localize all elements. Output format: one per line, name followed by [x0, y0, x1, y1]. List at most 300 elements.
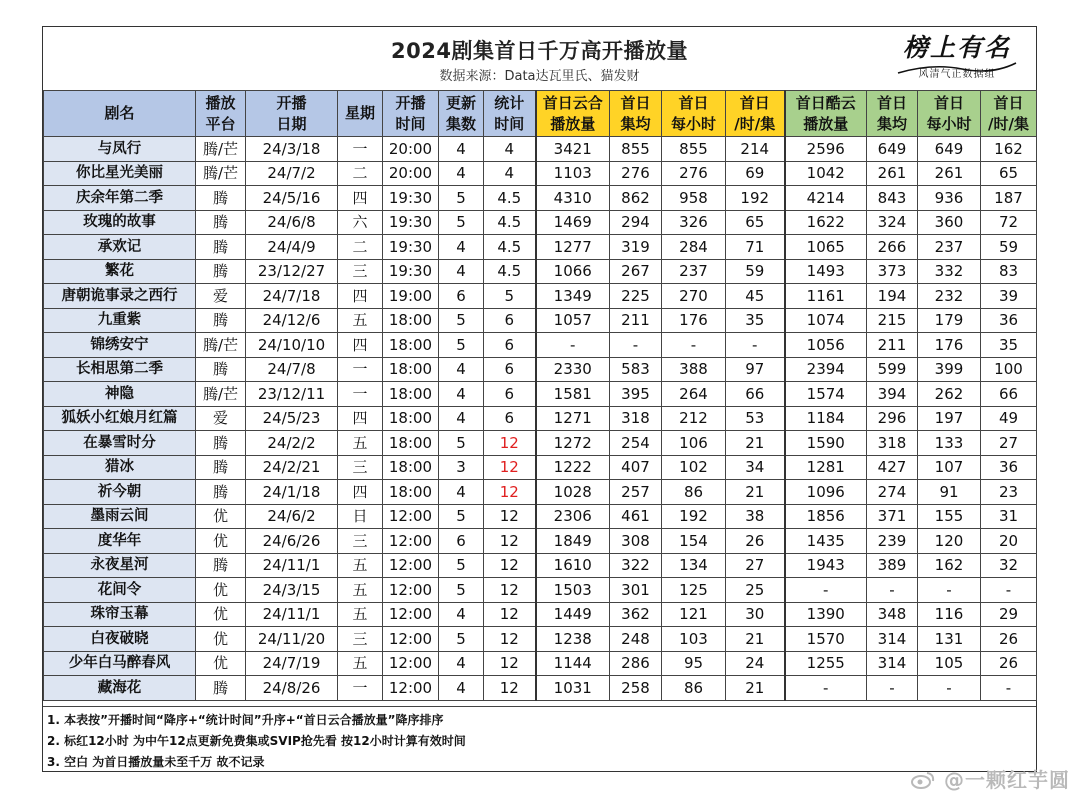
- table-cell: 1074: [785, 308, 867, 333]
- table-cell: 1849: [536, 529, 610, 554]
- brand-logo: [892, 33, 1022, 87]
- column-header: 开播 日期: [246, 91, 338, 137]
- table-cell: 2306: [536, 504, 610, 529]
- table-cell: 腾/芒: [196, 161, 246, 186]
- table-cell: 腾: [196, 676, 246, 701]
- column-header: 首日云合 播放量: [536, 91, 610, 137]
- table-cell: -: [785, 676, 867, 701]
- table-cell: 21: [726, 676, 785, 701]
- table-cell: 爱: [196, 406, 246, 431]
- table-cell: 407: [610, 455, 662, 480]
- table-cell: 59: [981, 235, 1037, 260]
- table-cell: 1042: [785, 161, 867, 186]
- table-cell: 6: [484, 357, 536, 382]
- table-cell: 腾: [196, 357, 246, 382]
- table-cell: 12: [484, 553, 536, 578]
- table-cell: 225: [610, 284, 662, 309]
- table-cell: 267: [610, 259, 662, 284]
- table-cell: 215: [867, 308, 918, 333]
- table-cell: 29: [981, 602, 1037, 627]
- table-cell: 腾: [196, 480, 246, 505]
- table-cell: 20:00: [383, 137, 439, 162]
- table-cell: 23/12/11: [246, 382, 338, 407]
- table-cell: 5: [439, 186, 484, 211]
- table-cell: 4: [484, 137, 536, 162]
- table-cell: 107: [918, 455, 981, 480]
- table-cell: 97: [726, 357, 785, 382]
- table-cell: 18:00: [383, 406, 439, 431]
- table-cell: 优: [196, 578, 246, 603]
- table-row: [44, 382, 1037, 407]
- table-cell: 35: [726, 308, 785, 333]
- table-cell: 腾: [196, 186, 246, 211]
- table-cell: 24/6/26: [246, 529, 338, 554]
- table-cell: 12:00: [383, 651, 439, 676]
- table-cell: 5: [439, 578, 484, 603]
- table-row: [44, 480, 1037, 505]
- table-row: [44, 602, 1037, 627]
- table-cell: 254: [610, 431, 662, 456]
- table-cell: 1349: [536, 284, 610, 309]
- table-cell: 4.5: [484, 235, 536, 260]
- table-cell: 12: [484, 578, 536, 603]
- table-cell: 三: [338, 627, 383, 652]
- table-cell: 三: [338, 455, 383, 480]
- table-cell: 100: [981, 357, 1037, 382]
- column-header: 播放 平台: [196, 91, 246, 137]
- table-cell: 18:00: [383, 431, 439, 456]
- drama-name-cell: 白夜破晓: [44, 627, 196, 652]
- table-row: [44, 529, 1037, 554]
- table-row: [44, 259, 1037, 284]
- table-cell: 12:00: [383, 627, 439, 652]
- table-cell: 176: [918, 333, 981, 358]
- data-source: 数据来源：Data达瓦里氏、猫发财: [439, 69, 640, 84]
- table-cell: 1281: [785, 455, 867, 480]
- table-cell: 12:00: [383, 553, 439, 578]
- table-cell: 24/1/18: [246, 480, 338, 505]
- table-cell: 394: [867, 382, 918, 407]
- table-row: [44, 578, 1037, 603]
- table-cell: 318: [867, 431, 918, 456]
- table-cell: 1066: [536, 259, 610, 284]
- table-cell: 212: [662, 406, 726, 431]
- table-cell: 284: [662, 235, 726, 260]
- table-cell: 296: [867, 406, 918, 431]
- table-cell: 1856: [785, 504, 867, 529]
- table-cell: 1390: [785, 602, 867, 627]
- column-header: 首日 集均: [867, 91, 918, 137]
- table-cell: 优: [196, 627, 246, 652]
- table-cell: 腾/芒: [196, 333, 246, 358]
- drama-name-cell: 墨雨云间: [44, 504, 196, 529]
- table-cell: 192: [662, 504, 726, 529]
- table-cell: -: [918, 676, 981, 701]
- table-cell: 1943: [785, 553, 867, 578]
- table-cell: -: [867, 578, 918, 603]
- drama-name-cell: 在暴雪时分: [44, 431, 196, 456]
- table-cell: 6: [439, 529, 484, 554]
- table-cell: 237: [918, 235, 981, 260]
- table-cell: 12:00: [383, 504, 439, 529]
- table-cell: 四: [338, 333, 383, 358]
- table-cell: 319: [610, 235, 662, 260]
- table-cell: -: [726, 333, 785, 358]
- table-cell: 4: [439, 602, 484, 627]
- table-row: [44, 333, 1037, 358]
- table-cell: 优: [196, 529, 246, 554]
- table-cell: 12: [484, 651, 536, 676]
- table-cell: 362: [610, 602, 662, 627]
- table-cell: 24/7/8: [246, 357, 338, 382]
- table-cell: 116: [918, 602, 981, 627]
- table-cell: 86: [662, 480, 726, 505]
- table-cell: 24/7/18: [246, 284, 338, 309]
- table-cell: 211: [867, 333, 918, 358]
- table-cell: 6: [439, 284, 484, 309]
- table-cell: 4: [439, 161, 484, 186]
- drama-name-cell: 狐妖小红娘月红篇: [44, 406, 196, 431]
- table-cell: 461: [610, 504, 662, 529]
- table-cell: 1056: [785, 333, 867, 358]
- table-cell: 一: [338, 676, 383, 701]
- table-cell: 274: [867, 480, 918, 505]
- table-cell: 1031: [536, 676, 610, 701]
- table-cell: 12: [484, 455, 536, 480]
- table-cell: -: [918, 578, 981, 603]
- table-cell: 49: [981, 406, 1037, 431]
- table-cell: 12: [484, 529, 536, 554]
- table-cell: 314: [867, 651, 918, 676]
- column-header: 首日 每小时: [662, 91, 726, 137]
- table-cell: 4: [484, 161, 536, 186]
- table-cell: 19:30: [383, 235, 439, 260]
- table-cell: 276: [610, 161, 662, 186]
- table-cell: 121: [662, 602, 726, 627]
- table-cell: 18:00: [383, 455, 439, 480]
- table-cell: 855: [662, 137, 726, 162]
- table-row: [44, 676, 1037, 701]
- logo-subtitle: 风清气正数据组: [918, 69, 996, 80]
- column-header: 剧名: [44, 91, 196, 137]
- table-cell: 95: [662, 651, 726, 676]
- table-cell: 24/3/18: [246, 137, 338, 162]
- table-row: [44, 406, 1037, 431]
- table-cell: 20:00: [383, 161, 439, 186]
- table-cell: 261: [867, 161, 918, 186]
- table-cell: 294: [610, 210, 662, 235]
- table-cell: 21: [726, 627, 785, 652]
- table-cell: 326: [662, 210, 726, 235]
- table-row: [44, 235, 1037, 260]
- table-cell: 五: [338, 308, 383, 333]
- table-cell: 395: [610, 382, 662, 407]
- table-cell: 83: [981, 259, 1037, 284]
- table-cell: 1103: [536, 161, 610, 186]
- table-cell: 106: [662, 431, 726, 456]
- table-cell: 1590: [785, 431, 867, 456]
- table-cell: 179: [918, 308, 981, 333]
- table-header-row: [44, 91, 1037, 137]
- table-row: [44, 137, 1037, 162]
- drama-name-cell: 祈今朝: [44, 480, 196, 505]
- table-cell: 1057: [536, 308, 610, 333]
- weibo-icon: [910, 770, 936, 790]
- table-row: [44, 651, 1037, 676]
- table-cell: 192: [726, 186, 785, 211]
- table-cell: 优: [196, 504, 246, 529]
- table-cell: 26: [981, 627, 1037, 652]
- table-cell: 5: [439, 210, 484, 235]
- table-cell: 一: [338, 382, 383, 407]
- table-cell: 27: [726, 553, 785, 578]
- table-cell: 6: [484, 406, 536, 431]
- table-cell: 18:00: [383, 357, 439, 382]
- table-cell: 20: [981, 529, 1037, 554]
- table-cell: 1570: [785, 627, 867, 652]
- table-cell: 6: [484, 382, 536, 407]
- table-cell: 276: [662, 161, 726, 186]
- table-cell: 24/7/2: [246, 161, 338, 186]
- footnote: 1. 本表按”开播时间“降序+“统计时间”升序+“首日云合播放量”降序排序: [47, 713, 444, 727]
- table-cell: 4: [439, 235, 484, 260]
- table-cell: 五: [338, 553, 383, 578]
- table-cell: 427: [867, 455, 918, 480]
- table-cell: 65: [726, 210, 785, 235]
- table-cell: 二: [338, 161, 383, 186]
- table-cell: 24/8/26: [246, 676, 338, 701]
- footnote: 3. 空白 为首日播放量未至千万 故不记录: [47, 755, 265, 769]
- table-cell: 1161: [785, 284, 867, 309]
- table-cell: 1503: [536, 578, 610, 603]
- table-cell: 4: [439, 651, 484, 676]
- table-cell: 4.5: [484, 259, 536, 284]
- column-header: 开播 时间: [383, 91, 439, 137]
- table-cell: 388: [662, 357, 726, 382]
- table-sheet: [42, 26, 1037, 772]
- table-cell: 38: [726, 504, 785, 529]
- table-cell: 936: [918, 186, 981, 211]
- table-cell: 239: [867, 529, 918, 554]
- table-cell: 194: [867, 284, 918, 309]
- table-cell: 4: [439, 480, 484, 505]
- table-cell: 三: [338, 529, 383, 554]
- table-cell: 843: [867, 186, 918, 211]
- table-cell: 1222: [536, 455, 610, 480]
- table-cell: 24/4/9: [246, 235, 338, 260]
- table-row: [44, 504, 1037, 529]
- table-cell: 1449: [536, 602, 610, 627]
- table-row: [44, 308, 1037, 333]
- table-cell: 35: [981, 333, 1037, 358]
- table-cell: 120: [918, 529, 981, 554]
- table-cell: 23/12/27: [246, 259, 338, 284]
- ratings-table: [43, 90, 1037, 701]
- table-cell: 26: [981, 651, 1037, 676]
- table-cell: 12:00: [383, 578, 439, 603]
- table-cell: 24/5/23: [246, 406, 338, 431]
- table-cell: 4: [439, 382, 484, 407]
- table-cell: 1271: [536, 406, 610, 431]
- drama-name-cell: 玫瑰的故事: [44, 210, 196, 235]
- table-cell: 1272: [536, 431, 610, 456]
- table-cell: 322: [610, 553, 662, 578]
- table-cell: 91: [918, 480, 981, 505]
- drama-name-cell: 承欢记: [44, 235, 196, 260]
- table-cell: 105: [918, 651, 981, 676]
- table-cell: 5: [439, 553, 484, 578]
- table-cell: 1096: [785, 480, 867, 505]
- table-cell: 324: [867, 210, 918, 235]
- table-cell: 5: [439, 308, 484, 333]
- table-cell: 24: [726, 651, 785, 676]
- table-body: [44, 137, 1037, 701]
- table-cell: 18:00: [383, 308, 439, 333]
- table-cell: 649: [867, 137, 918, 162]
- table-cell: 348: [867, 602, 918, 627]
- column-header: 首日 /时/集: [726, 91, 785, 137]
- table-cell: 2596: [785, 137, 867, 162]
- table-cell: 4: [439, 676, 484, 701]
- table-cell: -: [981, 676, 1037, 701]
- drama-name-cell: 长相思第二季: [44, 357, 196, 382]
- table-cell: 332: [918, 259, 981, 284]
- table-cell: 1581: [536, 382, 610, 407]
- table-cell: 21: [726, 480, 785, 505]
- table-cell: 19:30: [383, 210, 439, 235]
- table-cell: 211: [610, 308, 662, 333]
- table-cell: 102: [662, 455, 726, 480]
- table-cell: 一: [338, 137, 383, 162]
- column-header: 首日 每小时: [918, 91, 981, 137]
- table-cell: 266: [867, 235, 918, 260]
- column-header: 统计 时间: [484, 91, 536, 137]
- table-cell: 24/12/6: [246, 308, 338, 333]
- table-cell: 24/11/1: [246, 553, 338, 578]
- table-cell: 30: [726, 602, 785, 627]
- table-cell: 4.5: [484, 210, 536, 235]
- table-cell: 86: [662, 676, 726, 701]
- table-cell: 262: [918, 382, 981, 407]
- table-cell: 69: [726, 161, 785, 186]
- table-cell: 162: [981, 137, 1037, 162]
- table-row: [44, 161, 1037, 186]
- table-cell: -: [785, 578, 867, 603]
- table-cell: 腾: [196, 455, 246, 480]
- table-cell: -: [981, 578, 1037, 603]
- logo-swoosh-icon: [892, 33, 1022, 87]
- table-cell: 1277: [536, 235, 610, 260]
- table-cell: 1238: [536, 627, 610, 652]
- table-cell: 六: [338, 210, 383, 235]
- table-cell: 1610: [536, 553, 610, 578]
- table-cell: 24/2/2: [246, 431, 338, 456]
- table-cell: 1065: [785, 235, 867, 260]
- table-cell: 237: [662, 259, 726, 284]
- table-cell: 2330: [536, 357, 610, 382]
- table-cell: 19:30: [383, 186, 439, 211]
- table-cell: 1574: [785, 382, 867, 407]
- table-cell: 日: [338, 504, 383, 529]
- table-cell: 155: [918, 504, 981, 529]
- table-cell: 4: [439, 406, 484, 431]
- table-cell: 162: [918, 553, 981, 578]
- table-cell: 31: [981, 504, 1037, 529]
- table-cell: 12: [484, 431, 536, 456]
- table-cell: 一: [338, 357, 383, 382]
- table-cell: 四: [338, 480, 383, 505]
- table-cell: 12: [484, 504, 536, 529]
- table-cell: 5: [484, 284, 536, 309]
- table-cell: 583: [610, 357, 662, 382]
- drama-name-cell: 神隐: [44, 382, 196, 407]
- table-cell: 5: [439, 431, 484, 456]
- table-cell: 862: [610, 186, 662, 211]
- table-row: [44, 210, 1037, 235]
- table-cell: 1469: [536, 210, 610, 235]
- table-cell: 264: [662, 382, 726, 407]
- table-cell: 1144: [536, 651, 610, 676]
- table-cell: 154: [662, 529, 726, 554]
- table-cell: 19:30: [383, 259, 439, 284]
- table-cell: 45: [726, 284, 785, 309]
- table-cell: 4: [439, 259, 484, 284]
- table-cell: 4: [439, 137, 484, 162]
- table-cell: -: [536, 333, 610, 358]
- drama-name-cell: 九重紫: [44, 308, 196, 333]
- table-cell: 1255: [785, 651, 867, 676]
- table-cell: 214: [726, 137, 785, 162]
- footnote: 2. 标红12小时 为中午12点更新免费集或SVIP抢先看 按12小时计算有效时间: [47, 734, 466, 748]
- table-cell: 12:00: [383, 529, 439, 554]
- table-cell: 五: [338, 602, 383, 627]
- table-cell: 6: [484, 308, 536, 333]
- table-cell: 59: [726, 259, 785, 284]
- table-row: [44, 284, 1037, 309]
- table-cell: 131: [918, 627, 981, 652]
- table-cell: -: [867, 676, 918, 701]
- drama-name-cell: 猎冰: [44, 455, 196, 480]
- drama-name-cell: 你比星光美丽: [44, 161, 196, 186]
- table-cell: 1028: [536, 480, 610, 505]
- drama-name-cell: 锦绣安宁: [44, 333, 196, 358]
- table-cell: 371: [867, 504, 918, 529]
- table-cell: 12:00: [383, 602, 439, 627]
- table-cell: 18:00: [383, 382, 439, 407]
- drama-name-cell: 珠帘玉幕: [44, 602, 196, 627]
- table-cell: 257: [610, 480, 662, 505]
- table-row: [44, 186, 1037, 211]
- table-cell: -: [610, 333, 662, 358]
- drama-name-cell: 花间令: [44, 578, 196, 603]
- table-cell: 24/11/20: [246, 627, 338, 652]
- table-cell: 399: [918, 357, 981, 382]
- table-cell: 197: [918, 406, 981, 431]
- table-cell: 腾: [196, 235, 246, 260]
- table-cell: 301: [610, 578, 662, 603]
- table-cell: 25: [726, 578, 785, 603]
- table-cell: 32: [981, 553, 1037, 578]
- table-cell: 腾/芒: [196, 137, 246, 162]
- drama-name-cell: 繁花: [44, 259, 196, 284]
- table-cell: 四: [338, 186, 383, 211]
- table-cell: 134: [662, 553, 726, 578]
- table-cell: 53: [726, 406, 785, 431]
- table-cell: 四: [338, 284, 383, 309]
- table-cell: 12: [484, 602, 536, 627]
- column-header: 首日 集均: [610, 91, 662, 137]
- table-cell: 314: [867, 627, 918, 652]
